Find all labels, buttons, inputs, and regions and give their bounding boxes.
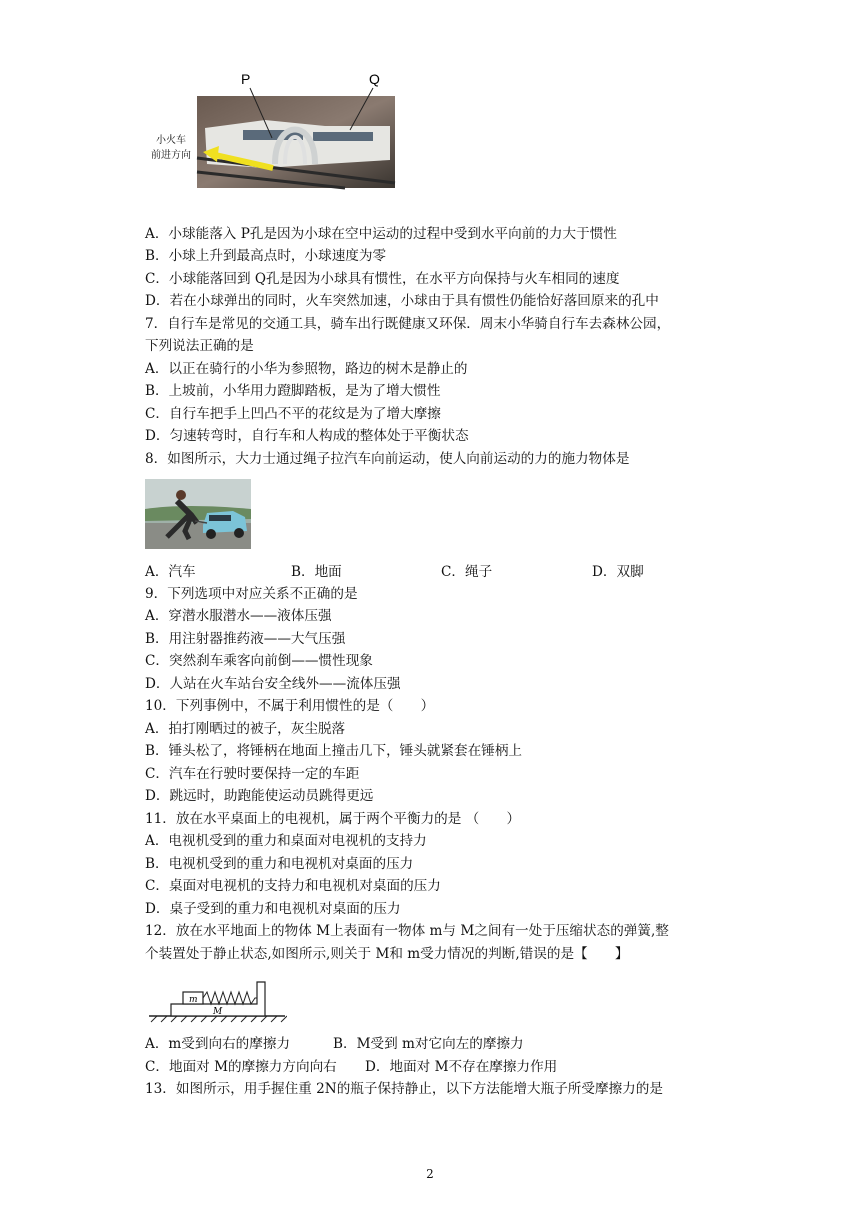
q12-option-c: C．地面对 M的摩擦力方向向右 xyxy=(145,1059,337,1075)
q6-option-b: B．小球上升到最高点时，小球速度为零 xyxy=(145,248,387,264)
spring-figure xyxy=(147,972,287,1024)
train-caption-1: 小火车 xyxy=(156,135,186,146)
q8-option-b: B．地面 xyxy=(291,564,342,580)
q9-option-b: B．用注射器推药液——大气压强 xyxy=(145,631,346,647)
q12-option-d: D．地面对 M不存在摩擦力作用 xyxy=(365,1059,558,1075)
q9-stem: 9．下列选项中对应关系不正确的是 xyxy=(145,586,358,602)
label-q: Q xyxy=(369,71,380,87)
train-figure xyxy=(145,68,405,193)
q7-option-b: B．上坡前，小华用力蹬脚踏板，是为了增大惯性 xyxy=(145,383,441,399)
spring-diagram xyxy=(147,972,287,1024)
page-number: 2 xyxy=(426,1167,434,1181)
q13-stem: 13．如图所示，用手握住重 2N的瓶子保持静止，以下方法能增大瓶子所受摩擦力的是 xyxy=(145,1081,663,1097)
q8-option-a: A．汽车 xyxy=(145,564,196,580)
q12-option-b: B．M受到 m对它向左的摩擦力 xyxy=(333,1036,524,1052)
q11-option-c: C．桌面对电视机的支持力和电视机对桌面的压力 xyxy=(145,878,441,894)
q10-option-b: B．锤头松了，将锤柄在地面上撞击几下，锤头就紧套在锤柄上 xyxy=(145,743,523,759)
q11-option-d: D．桌子受到的重力和电视机对桌面的压力 xyxy=(145,901,401,917)
strongman-figure xyxy=(145,479,251,549)
strongman-photo xyxy=(145,479,251,549)
q8-option-c: C．绳子 xyxy=(441,564,493,580)
q6-option-c: C．小球能落回到 Q孔是因为小球具有惯性，在水平方向保持与火车相同的速度 xyxy=(145,271,620,287)
q10-stem: 10．下列事例中，不属于利用惯性的是（ ） xyxy=(145,698,435,714)
label-p: P xyxy=(241,71,251,87)
q7-option-c: C．自行车把手上凹凸不平的花纹是为了增大摩擦 xyxy=(145,406,441,422)
q9-option-d: D．人站在火车站台安全线外——流体压强 xyxy=(145,676,401,692)
q9-option-c: C．突然刹车乘客向前倒——惯性现象 xyxy=(145,653,373,669)
q11-option-a: A．电视机受到的重力和桌面对电视机的支持力 xyxy=(145,833,427,849)
q9-option-a: A．穿潜水服潜水——液体压强 xyxy=(145,608,332,624)
train-photo xyxy=(145,68,405,193)
q7-option-a: A．以正在骑行的小华为参照物，路边的树木是静止的 xyxy=(145,361,468,377)
q7-stem-2: 下列说法正确的是 xyxy=(145,338,254,354)
q11-stem: 11．放在水平桌面上的电视机，属于两个平衡力的是 （ ） xyxy=(145,811,521,827)
q6-option-a: A．小球能落入 P孔是因为小球在空中运动的过程中受到水平向前的力大于惯性 xyxy=(145,226,617,242)
q12-stem-2: 个装置处于静止状态,如图所示,则关于 M和 m受力情况的判断,错误的是【 】 xyxy=(145,946,629,962)
label-small-m: m xyxy=(189,995,198,1005)
q7-option-d: D．匀速转弯时，自行车和人构成的整体处于平衡状态 xyxy=(145,428,469,444)
q10-option-a: A．拍打刚晒过的被子，灰尘脱落 xyxy=(145,721,346,737)
q8-option-d: D．双脚 xyxy=(592,564,644,580)
q11-option-b: B．电视机受到的重力和电视机对桌面的压力 xyxy=(145,856,414,872)
q12-option-a: A．m受到向右的摩擦力 xyxy=(145,1036,291,1052)
label-big-m: M xyxy=(213,1007,223,1017)
train-caption-2: 前进方向 xyxy=(151,150,191,161)
q8-stem: 8．如图所示，大力士通过绳子拉汽车向前运动，使人向前运动的力的施力物体是 xyxy=(145,451,630,467)
q10-option-c: C．汽车在行驶时要保持一定的车距 xyxy=(145,766,360,782)
q12-stem-1: 12．放在水平地面上的物体 M上表面有一物体 m与 M之间有一处于压缩状态的弹簧,整 xyxy=(145,923,669,939)
q10-option-d: D．跳远时，助跑能使运动员跳得更远 xyxy=(145,788,374,804)
q6-option-d: D．若在小球弹出的同时，火车突然加速，小球由于具有惯性仍能恰好落回原来的孔中 xyxy=(145,293,659,309)
q7-stem-1: 7．自行车是常见的交通工具，骑车出行既健康又环保．周末小华骑自行车去森林公园， xyxy=(145,316,671,332)
